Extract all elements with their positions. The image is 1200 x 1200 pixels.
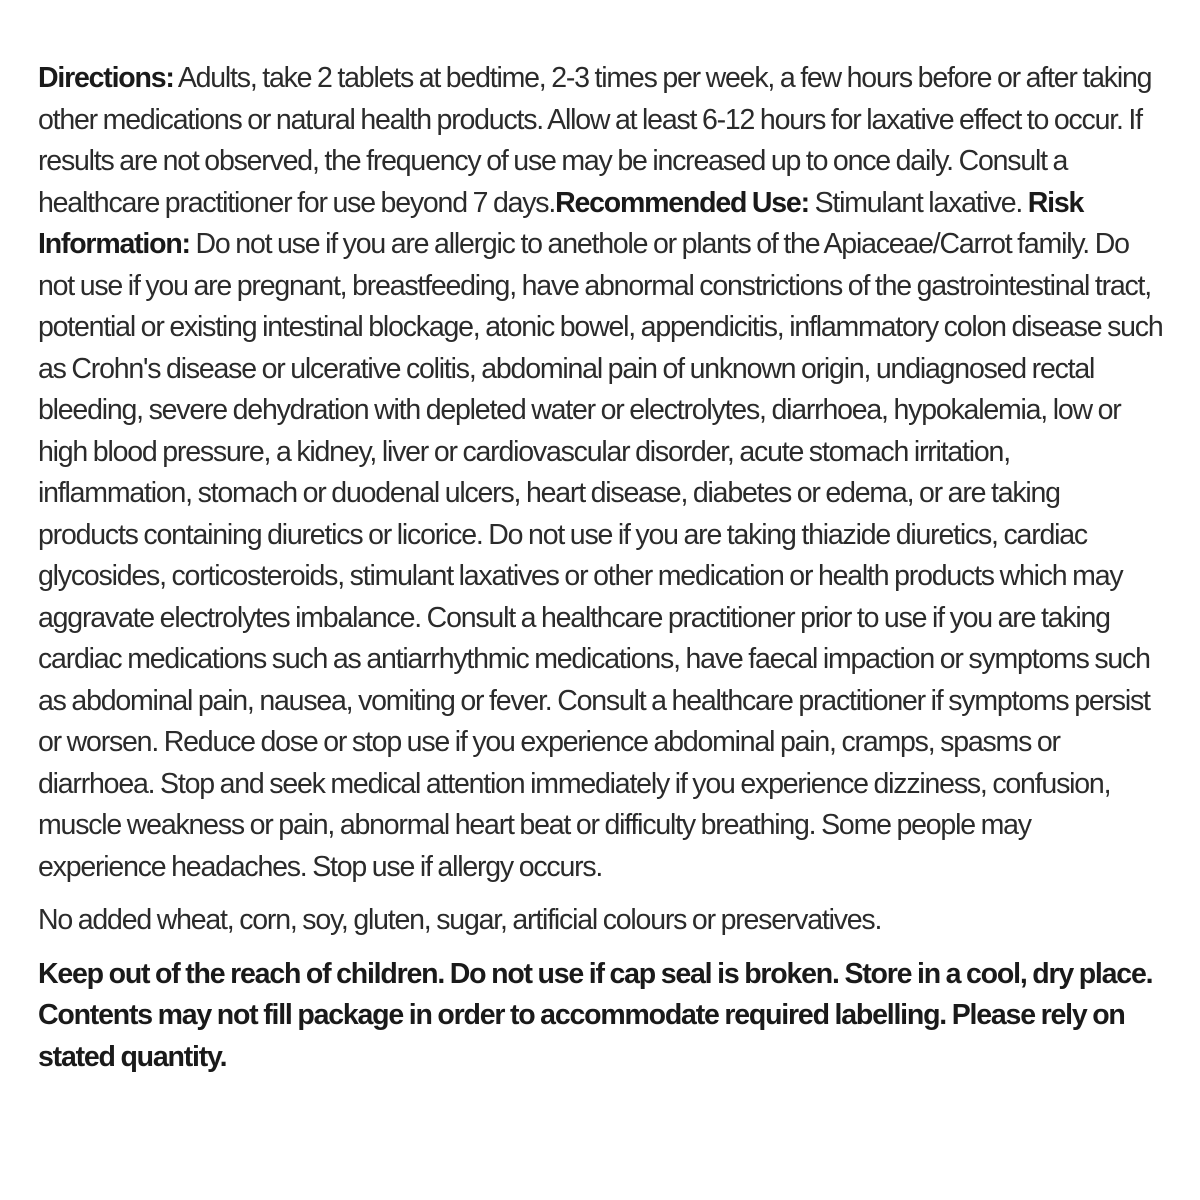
directions-and-risk-paragraph: [38, 58, 1163, 888]
recommended-use-heading: Recommended Use:: [555, 186, 809, 219]
risk-information-text: Do not use if you are allergic to anethole or plants of the Apiaceae/Carrot family. Do not use if you are pregnant, breastfeeding, have abnormal constrictions of the gastrointestinal tract, potential or existing intestinal blockage, atonic bowel, appendicitis, inflammatory colon disease such as Crohn's disease or ulcerative colitis, abdominal pain of unknown origin, undiagnosed rectal bleeding, severe dehydration with depleted water or electrolytes, diarrhoea, hypokalemia, low or high blood pressure, a kidney, liver or cardiovascular disorder, acute stomach irritation, inflammation, stomach or duodenal ulcers, heart disease, diabetes or edema, or are taking products containing diuretics or licorice. Do not use if you are taking thiazide diuretics, cardiac glycosides, corticosteroids, stimulant laxatives or other medication or health products which may aggravate electrolytes imbalance. Consult a healthcare practitioner prior to use if you are taking cardiac medications such as antiarrhythmic medications, have faecal impaction or symptoms such as abdominal pain, nausea, vomiting or fever. Consult a healthcare practitioner if symptoms persist or worsen. Reduce dose or stop use if you experience abdominal pain, cramps, spasms or diarrhoea. Stop and seek medical attention immediately if you experience dizziness, confusion, muscle weakness or pain, abnormal heart beat or difficulty breathing. Some people may experience headaches. Stop use if allergy occurs.: [38, 228, 1163, 883]
product-label-text: [38, 58, 1163, 1090]
directions-text: Adults, take 2 tablets at bedtime, 2-3 times per week, a few hours before or after taking other medications or natural health products. Allow at least 6-12 hours for laxative effect to occur. If results are not observed, the frequency of use may be increased up to once daily. Consult a healthcare practitioner for use beyond 7 days.: [38, 62, 1152, 219]
recommended-use-text: Stimulant laxative.: [808, 186, 1023, 219]
no-added-ingredients-statement: No added wheat, corn, soy, gluten, sugar, artificial colours or preservatives.: [38, 904, 882, 936]
risk-information-heading: Risk Information:: [38, 186, 1084, 260]
directions-heading: Directions:: [38, 62, 174, 94]
storage-warning-statement: Keep out of the reach of children. Do not use if cap seal is broken. Store in a cool, dry place. Contents may not fill package in order to accommodate required labelling. Please rely on stated quantity.: [38, 957, 1153, 1073]
